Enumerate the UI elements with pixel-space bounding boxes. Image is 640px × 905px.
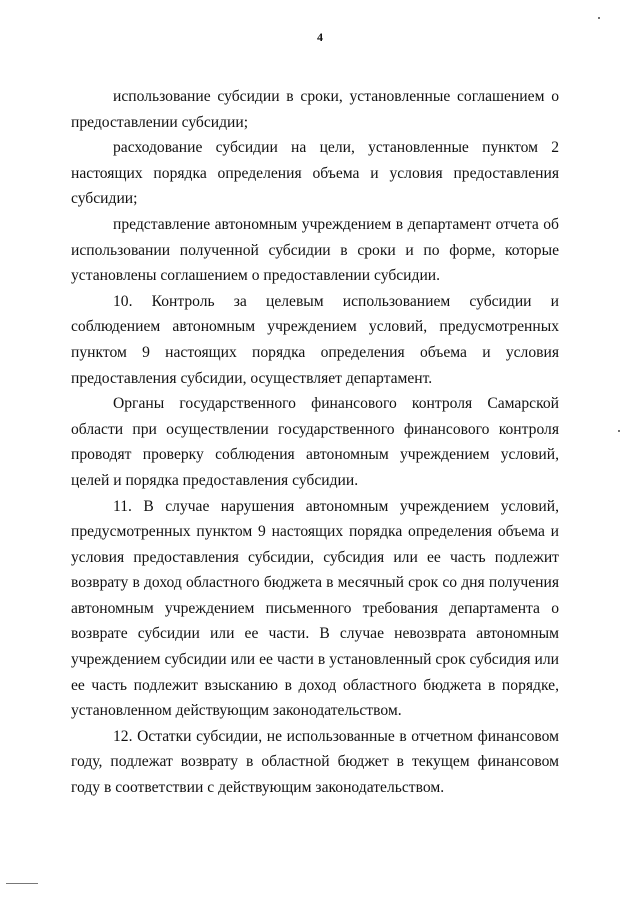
paragraph-financial-control-bodies: Органы государственного финансового контроля Самарской области при осуществлении государственного финансового контроля проводят проверку соблюдения автономным учреждением условий, целей и порядка предоставления субсидии.	[71, 395, 559, 489]
paragraph-condition-deadlines: использование субсидии в сроки, установленные соглашением о предоставлении субсидии;	[71, 88, 559, 131]
paragraph-condition-purpose: расходование субсидии на цели, установленные пунктом 2 настоящих порядка определения объема и условия предоставления субсидии;	[71, 139, 559, 208]
page-number: 4	[317, 30, 323, 44]
paragraph-12-remainder: 12. Остатки субсидии, не использованные в отчетном финансовом году, подлежат возврату в областной бюджет в текущем финансовом году в соответствии с действующим законодательством.	[71, 727, 559, 797]
document-body	[71, 84, 559, 801]
scan-speck	[618, 430, 620, 432]
paragraph-10-control: 10. Контроль за целевым использованием субсидии и соблюдением автономным учреждением условий, предусмотренных пунктом 9 настоящих порядка определения объема и условия предоставления субсидии, осуществляет департамент.	[71, 292, 559, 387]
paragraph-11-violation: 11. В случае нарушения автономным учреждением условий, предусмотренных пунктом 9 настоящих порядка определения объема и условия предоставления субсидии, субсидия или ее часть подлежит возврату в доход областного бюджета в месячный срок со дня получения автономным учреждением письменного требования департамента о возврате субсидии или ее части. В случае невозврата автономным учреждением субсидии или ее части в установленный срок субсидия или ее часть подлежит взысканию в доход областного бюджета в порядке, установленном действующим законодательством.	[71, 497, 559, 720]
scan-speck	[598, 17, 600, 19]
paragraph-condition-report: представление автономным учреждением в департамент отчета об использовании полученной субсидии в сроки и по форме, которые установлены соглашением о предоставлении субсидии.	[71, 215, 559, 285]
scan-edge-mark	[6, 883, 38, 884]
